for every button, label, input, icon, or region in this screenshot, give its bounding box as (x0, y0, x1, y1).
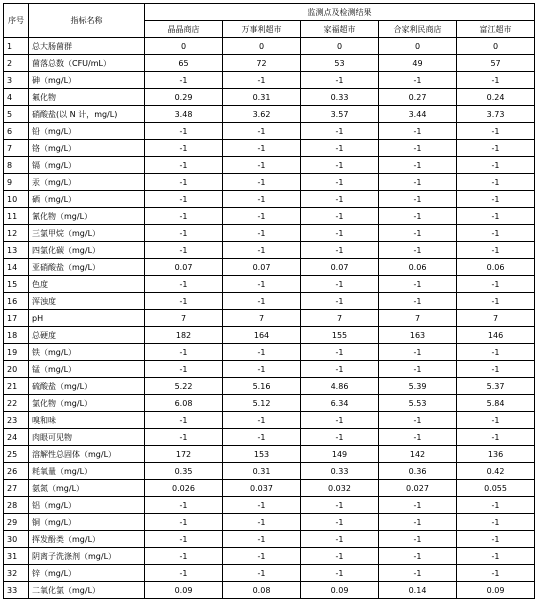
row-number: 26 (4, 463, 29, 480)
table-row (4, 514, 535, 531)
table-row (4, 242, 535, 259)
table-row (4, 38, 535, 55)
row-number: 24 (4, 429, 29, 446)
result-cell: -1 (301, 497, 379, 514)
header-site: 合家利民商店 (379, 21, 457, 38)
row-number: 30 (4, 531, 29, 548)
result-cell: -1 (145, 361, 223, 378)
result-cell: -1 (457, 531, 535, 548)
result-cell: -1 (379, 225, 457, 242)
result-cell: 142 (379, 446, 457, 463)
result-cell: 5.39 (379, 378, 457, 395)
result-cell: 0.07 (301, 259, 379, 276)
result-cell: 3.44 (379, 106, 457, 123)
result-cell: 7 (223, 310, 301, 327)
indicator-name: 铁（mg/L） (29, 344, 145, 361)
result-cell: -1 (379, 565, 457, 582)
result-cell: 0.06 (379, 259, 457, 276)
result-cell: 7 (145, 310, 223, 327)
row-number: 6 (4, 123, 29, 140)
result-cell: -1 (301, 242, 379, 259)
result-cell: -1 (223, 361, 301, 378)
result-cell: -1 (457, 293, 535, 310)
result-cell: 3.73 (457, 106, 535, 123)
table-row (4, 412, 535, 429)
table-row (4, 123, 535, 140)
table-row (4, 259, 535, 276)
result-cell: 146 (457, 327, 535, 344)
result-cell: -1 (223, 565, 301, 582)
result-cell: -1 (379, 293, 457, 310)
result-cell: -1 (223, 208, 301, 225)
header-row-group (4, 4, 535, 21)
result-cell: -1 (379, 208, 457, 225)
result-cell: -1 (223, 412, 301, 429)
indicator-name: 三氯甲烷（mg/L） (29, 225, 145, 242)
result-cell: -1 (457, 514, 535, 531)
result-cell: 0 (301, 38, 379, 55)
result-cell: 6.08 (145, 395, 223, 412)
result-cell: 49 (379, 55, 457, 72)
result-cell: -1 (145, 548, 223, 565)
result-cell: 164 (223, 327, 301, 344)
result-cell: 3.48 (145, 106, 223, 123)
result-cell: -1 (223, 293, 301, 310)
table-row (4, 463, 535, 480)
table-row (4, 310, 535, 327)
header-item-name: 指标名称 (29, 4, 145, 38)
indicator-name: 锌（mg/L） (29, 565, 145, 582)
indicator-name: 砷（mg/L） (29, 72, 145, 89)
result-cell: -1 (223, 276, 301, 293)
result-cell: -1 (457, 548, 535, 565)
table-row (4, 106, 535, 123)
indicator-name: 总大肠菌群 (29, 38, 145, 55)
result-cell: -1 (223, 514, 301, 531)
result-cell: -1 (301, 225, 379, 242)
result-cell: -1 (145, 565, 223, 582)
result-cell: -1 (457, 429, 535, 446)
result-cell: 136 (457, 446, 535, 463)
row-number: 22 (4, 395, 29, 412)
indicator-name: 硫酸盐（mg/L） (29, 378, 145, 395)
row-number: 13 (4, 242, 29, 259)
header-site: 富江超市 (457, 21, 535, 38)
result-cell: -1 (223, 123, 301, 140)
result-cell: 0 (145, 38, 223, 55)
row-number: 33 (4, 582, 29, 599)
result-cell: 172 (145, 446, 223, 463)
monitoring-results-table (3, 3, 535, 599)
row-number: 7 (4, 140, 29, 157)
row-number: 12 (4, 225, 29, 242)
result-cell: -1 (379, 548, 457, 565)
result-cell: 0.31 (223, 89, 301, 106)
row-number: 3 (4, 72, 29, 89)
result-cell: 65 (145, 55, 223, 72)
result-cell: -1 (457, 72, 535, 89)
result-cell: 0 (379, 38, 457, 55)
table-row (4, 446, 535, 463)
indicator-name: 挥发酚类（mg/L） (29, 531, 145, 548)
row-number: 27 (4, 480, 29, 497)
result-cell: -1 (457, 242, 535, 259)
indicator-name: 铝（mg/L） (29, 497, 145, 514)
result-cell: -1 (223, 548, 301, 565)
result-cell: 182 (145, 327, 223, 344)
row-number: 1 (4, 38, 29, 55)
indicator-name: 阴离子洗涤剂（mg/L） (29, 548, 145, 565)
result-cell: -1 (379, 123, 457, 140)
result-cell: -1 (301, 276, 379, 293)
row-number: 16 (4, 293, 29, 310)
table-row (4, 548, 535, 565)
result-cell: 0.07 (223, 259, 301, 276)
row-number: 18 (4, 327, 29, 344)
indicator-name: 镉（mg/L） (29, 157, 145, 174)
indicator-name: 氯化物（mg/L） (29, 395, 145, 412)
header-site: 晶晶商店 (145, 21, 223, 38)
result-cell: -1 (223, 140, 301, 157)
result-cell: -1 (457, 344, 535, 361)
result-cell: -1 (223, 174, 301, 191)
result-cell: -1 (379, 276, 457, 293)
table-body (4, 38, 535, 599)
result-cell: -1 (145, 72, 223, 89)
result-cell: -1 (301, 429, 379, 446)
result-cell: 0.35 (145, 463, 223, 480)
result-cell: -1 (145, 429, 223, 446)
indicator-name: 硝酸盐(以 N 计，mg/L) (29, 106, 145, 123)
result-cell: -1 (379, 72, 457, 89)
result-cell: -1 (379, 412, 457, 429)
result-cell: -1 (145, 208, 223, 225)
result-cell: -1 (301, 123, 379, 140)
result-cell: -1 (379, 531, 457, 548)
indicator-name: 铬（mg/L） (29, 140, 145, 157)
result-cell: -1 (379, 242, 457, 259)
table-row (4, 140, 535, 157)
indicator-name: 四氯化碳（mg/L） (29, 242, 145, 259)
table-row (4, 157, 535, 174)
result-cell: -1 (301, 174, 379, 191)
result-cell: 0 (223, 38, 301, 55)
result-cell: -1 (223, 191, 301, 208)
result-cell: 0.06 (457, 259, 535, 276)
result-cell: 5.16 (223, 378, 301, 395)
result-cell: -1 (379, 191, 457, 208)
indicator-name: 嗅和味 (29, 412, 145, 429)
result-cell: 163 (379, 327, 457, 344)
indicator-name: 硒（mg/L） (29, 191, 145, 208)
result-cell: -1 (301, 157, 379, 174)
result-cell: -1 (301, 72, 379, 89)
row-number: 31 (4, 548, 29, 565)
row-number: 25 (4, 446, 29, 463)
indicator-name: 亚硝酸盐（mg/L） (29, 259, 145, 276)
header-seq: 序号 (4, 4, 29, 38)
result-cell: -1 (457, 123, 535, 140)
result-cell: -1 (223, 344, 301, 361)
result-cell: -1 (379, 497, 457, 514)
result-cell: -1 (301, 344, 379, 361)
header-site: 家福超市 (301, 21, 379, 38)
result-cell: 6.34 (301, 395, 379, 412)
row-number: 29 (4, 514, 29, 531)
result-cell: 5.84 (457, 395, 535, 412)
table-row (4, 225, 535, 242)
indicator-name: 菌落总数（CFU/mL） (29, 55, 145, 72)
table-row (4, 55, 535, 72)
result-cell: -1 (145, 514, 223, 531)
result-cell: 53 (301, 55, 379, 72)
result-cell: 0.09 (145, 582, 223, 599)
table-row (4, 344, 535, 361)
result-cell: 3.57 (301, 106, 379, 123)
result-cell: -1 (145, 344, 223, 361)
table-row (4, 174, 535, 191)
indicator-name: 肉眼可见物 (29, 429, 145, 446)
table-row (4, 191, 535, 208)
result-cell: -1 (145, 531, 223, 548)
result-cell: -1 (457, 157, 535, 174)
result-cell: -1 (379, 361, 457, 378)
row-number: 20 (4, 361, 29, 378)
table-row (4, 293, 535, 310)
result-cell: -1 (223, 157, 301, 174)
result-cell: -1 (223, 242, 301, 259)
result-cell: -1 (145, 293, 223, 310)
result-cell: -1 (301, 531, 379, 548)
result-cell: -1 (457, 191, 535, 208)
result-cell: 0.14 (379, 582, 457, 599)
result-cell: 5.37 (457, 378, 535, 395)
result-cell: -1 (223, 72, 301, 89)
row-number: 21 (4, 378, 29, 395)
indicator-name: pH (29, 310, 145, 327)
result-cell: -1 (145, 276, 223, 293)
result-cell: 0.037 (223, 480, 301, 497)
result-cell: 149 (301, 446, 379, 463)
row-number: 23 (4, 412, 29, 429)
result-cell: 0.08 (223, 582, 301, 599)
result-cell: 0.07 (145, 259, 223, 276)
table-row (4, 89, 535, 106)
result-cell: 3.62 (223, 106, 301, 123)
table-row (4, 276, 535, 293)
result-cell: 0.027 (379, 480, 457, 497)
result-cell: -1 (457, 208, 535, 225)
result-cell: -1 (301, 412, 379, 429)
result-cell: 5.53 (379, 395, 457, 412)
result-cell: -1 (223, 429, 301, 446)
result-cell: 0.42 (457, 463, 535, 480)
result-cell: 0.29 (145, 89, 223, 106)
result-cell: 0.31 (223, 463, 301, 480)
table-row (4, 429, 535, 446)
result-cell: 0.09 (301, 582, 379, 599)
result-cell: -1 (379, 429, 457, 446)
result-cell: -1 (301, 514, 379, 531)
row-number: 8 (4, 157, 29, 174)
result-cell: -1 (457, 497, 535, 514)
result-cell: 57 (457, 55, 535, 72)
result-cell: 5.22 (145, 378, 223, 395)
result-cell: -1 (379, 140, 457, 157)
row-number: 15 (4, 276, 29, 293)
result-cell: 0.24 (457, 89, 535, 106)
result-cell: -1 (223, 225, 301, 242)
result-cell: -1 (223, 497, 301, 514)
result-cell: -1 (145, 157, 223, 174)
table-row (4, 531, 535, 548)
result-cell: 0.27 (379, 89, 457, 106)
result-cell: -1 (457, 565, 535, 582)
result-cell: -1 (457, 412, 535, 429)
result-cell: -1 (301, 565, 379, 582)
result-cell: 7 (379, 310, 457, 327)
result-cell: 0.33 (301, 89, 379, 106)
indicator-name: 锰（mg/L） (29, 361, 145, 378)
result-cell: -1 (145, 242, 223, 259)
result-cell: -1 (301, 208, 379, 225)
result-cell: -1 (457, 361, 535, 378)
row-number: 5 (4, 106, 29, 123)
indicator-name: 浑浊度 (29, 293, 145, 310)
result-cell: 0.36 (379, 463, 457, 480)
result-cell: -1 (301, 548, 379, 565)
result-cell: 4.86 (301, 378, 379, 395)
indicator-name: 色度 (29, 276, 145, 293)
indicator-name: 二氧化氯（mg/L） (29, 582, 145, 599)
table-row (4, 395, 535, 412)
indicator-name: 氟化物 (29, 89, 145, 106)
indicator-name: 氨氮（mg/L） (29, 480, 145, 497)
result-cell: -1 (379, 157, 457, 174)
row-number: 11 (4, 208, 29, 225)
result-cell: -1 (301, 140, 379, 157)
indicator-name: 溶解性总固体（mg/L） (29, 446, 145, 463)
row-number: 28 (4, 497, 29, 514)
indicator-name: 耗氧量（mg/L） (29, 463, 145, 480)
result-cell: 7 (301, 310, 379, 327)
table-row (4, 327, 535, 344)
result-cell: -1 (145, 225, 223, 242)
result-cell: 7 (457, 310, 535, 327)
table-row (4, 72, 535, 89)
row-number: 14 (4, 259, 29, 276)
table-row (4, 497, 535, 514)
result-cell: -1 (457, 174, 535, 191)
result-cell: 155 (301, 327, 379, 344)
row-number: 4 (4, 89, 29, 106)
header-site: 万事利超市 (223, 21, 301, 38)
table-row (4, 480, 535, 497)
result-cell: -1 (457, 276, 535, 293)
result-cell: -1 (145, 123, 223, 140)
result-cell: -1 (301, 361, 379, 378)
result-cell: -1 (223, 531, 301, 548)
result-cell: -1 (145, 140, 223, 157)
row-number: 9 (4, 174, 29, 191)
header-site-group: 监测点及检测结果 (145, 4, 535, 21)
row-number: 10 (4, 191, 29, 208)
table-row (4, 208, 535, 225)
result-cell: -1 (301, 293, 379, 310)
result-cell: -1 (145, 191, 223, 208)
result-cell: 5.12 (223, 395, 301, 412)
indicator-name: 汞（mg/L） (29, 174, 145, 191)
table-row (4, 361, 535, 378)
table-row (4, 378, 535, 395)
indicator-name: 铜（mg/L） (29, 514, 145, 531)
row-number: 17 (4, 310, 29, 327)
result-cell: -1 (379, 174, 457, 191)
result-cell: -1 (145, 497, 223, 514)
result-cell: 0 (457, 38, 535, 55)
table-header (4, 4, 535, 38)
result-cell: -1 (457, 225, 535, 242)
result-cell: 0.026 (145, 480, 223, 497)
result-cell: -1 (145, 174, 223, 191)
result-cell: -1 (301, 191, 379, 208)
result-cell: 72 (223, 55, 301, 72)
indicator-name: 铅（mg/L） (29, 123, 145, 140)
row-number: 2 (4, 55, 29, 72)
result-cell: -1 (379, 344, 457, 361)
result-cell: 0.33 (301, 463, 379, 480)
result-cell: -1 (457, 140, 535, 157)
result-cell: 0.032 (301, 480, 379, 497)
result-cell: -1 (145, 412, 223, 429)
result-cell: 153 (223, 446, 301, 463)
row-number: 19 (4, 344, 29, 361)
result-cell: -1 (379, 514, 457, 531)
result-cell: 0.055 (457, 480, 535, 497)
table-row (4, 565, 535, 582)
indicator-name: 总硬度 (29, 327, 145, 344)
result-cell: 0.09 (457, 582, 535, 599)
row-number: 32 (4, 565, 29, 582)
table-row (4, 582, 535, 599)
indicator-name: 氰化物（mg/L） (29, 208, 145, 225)
